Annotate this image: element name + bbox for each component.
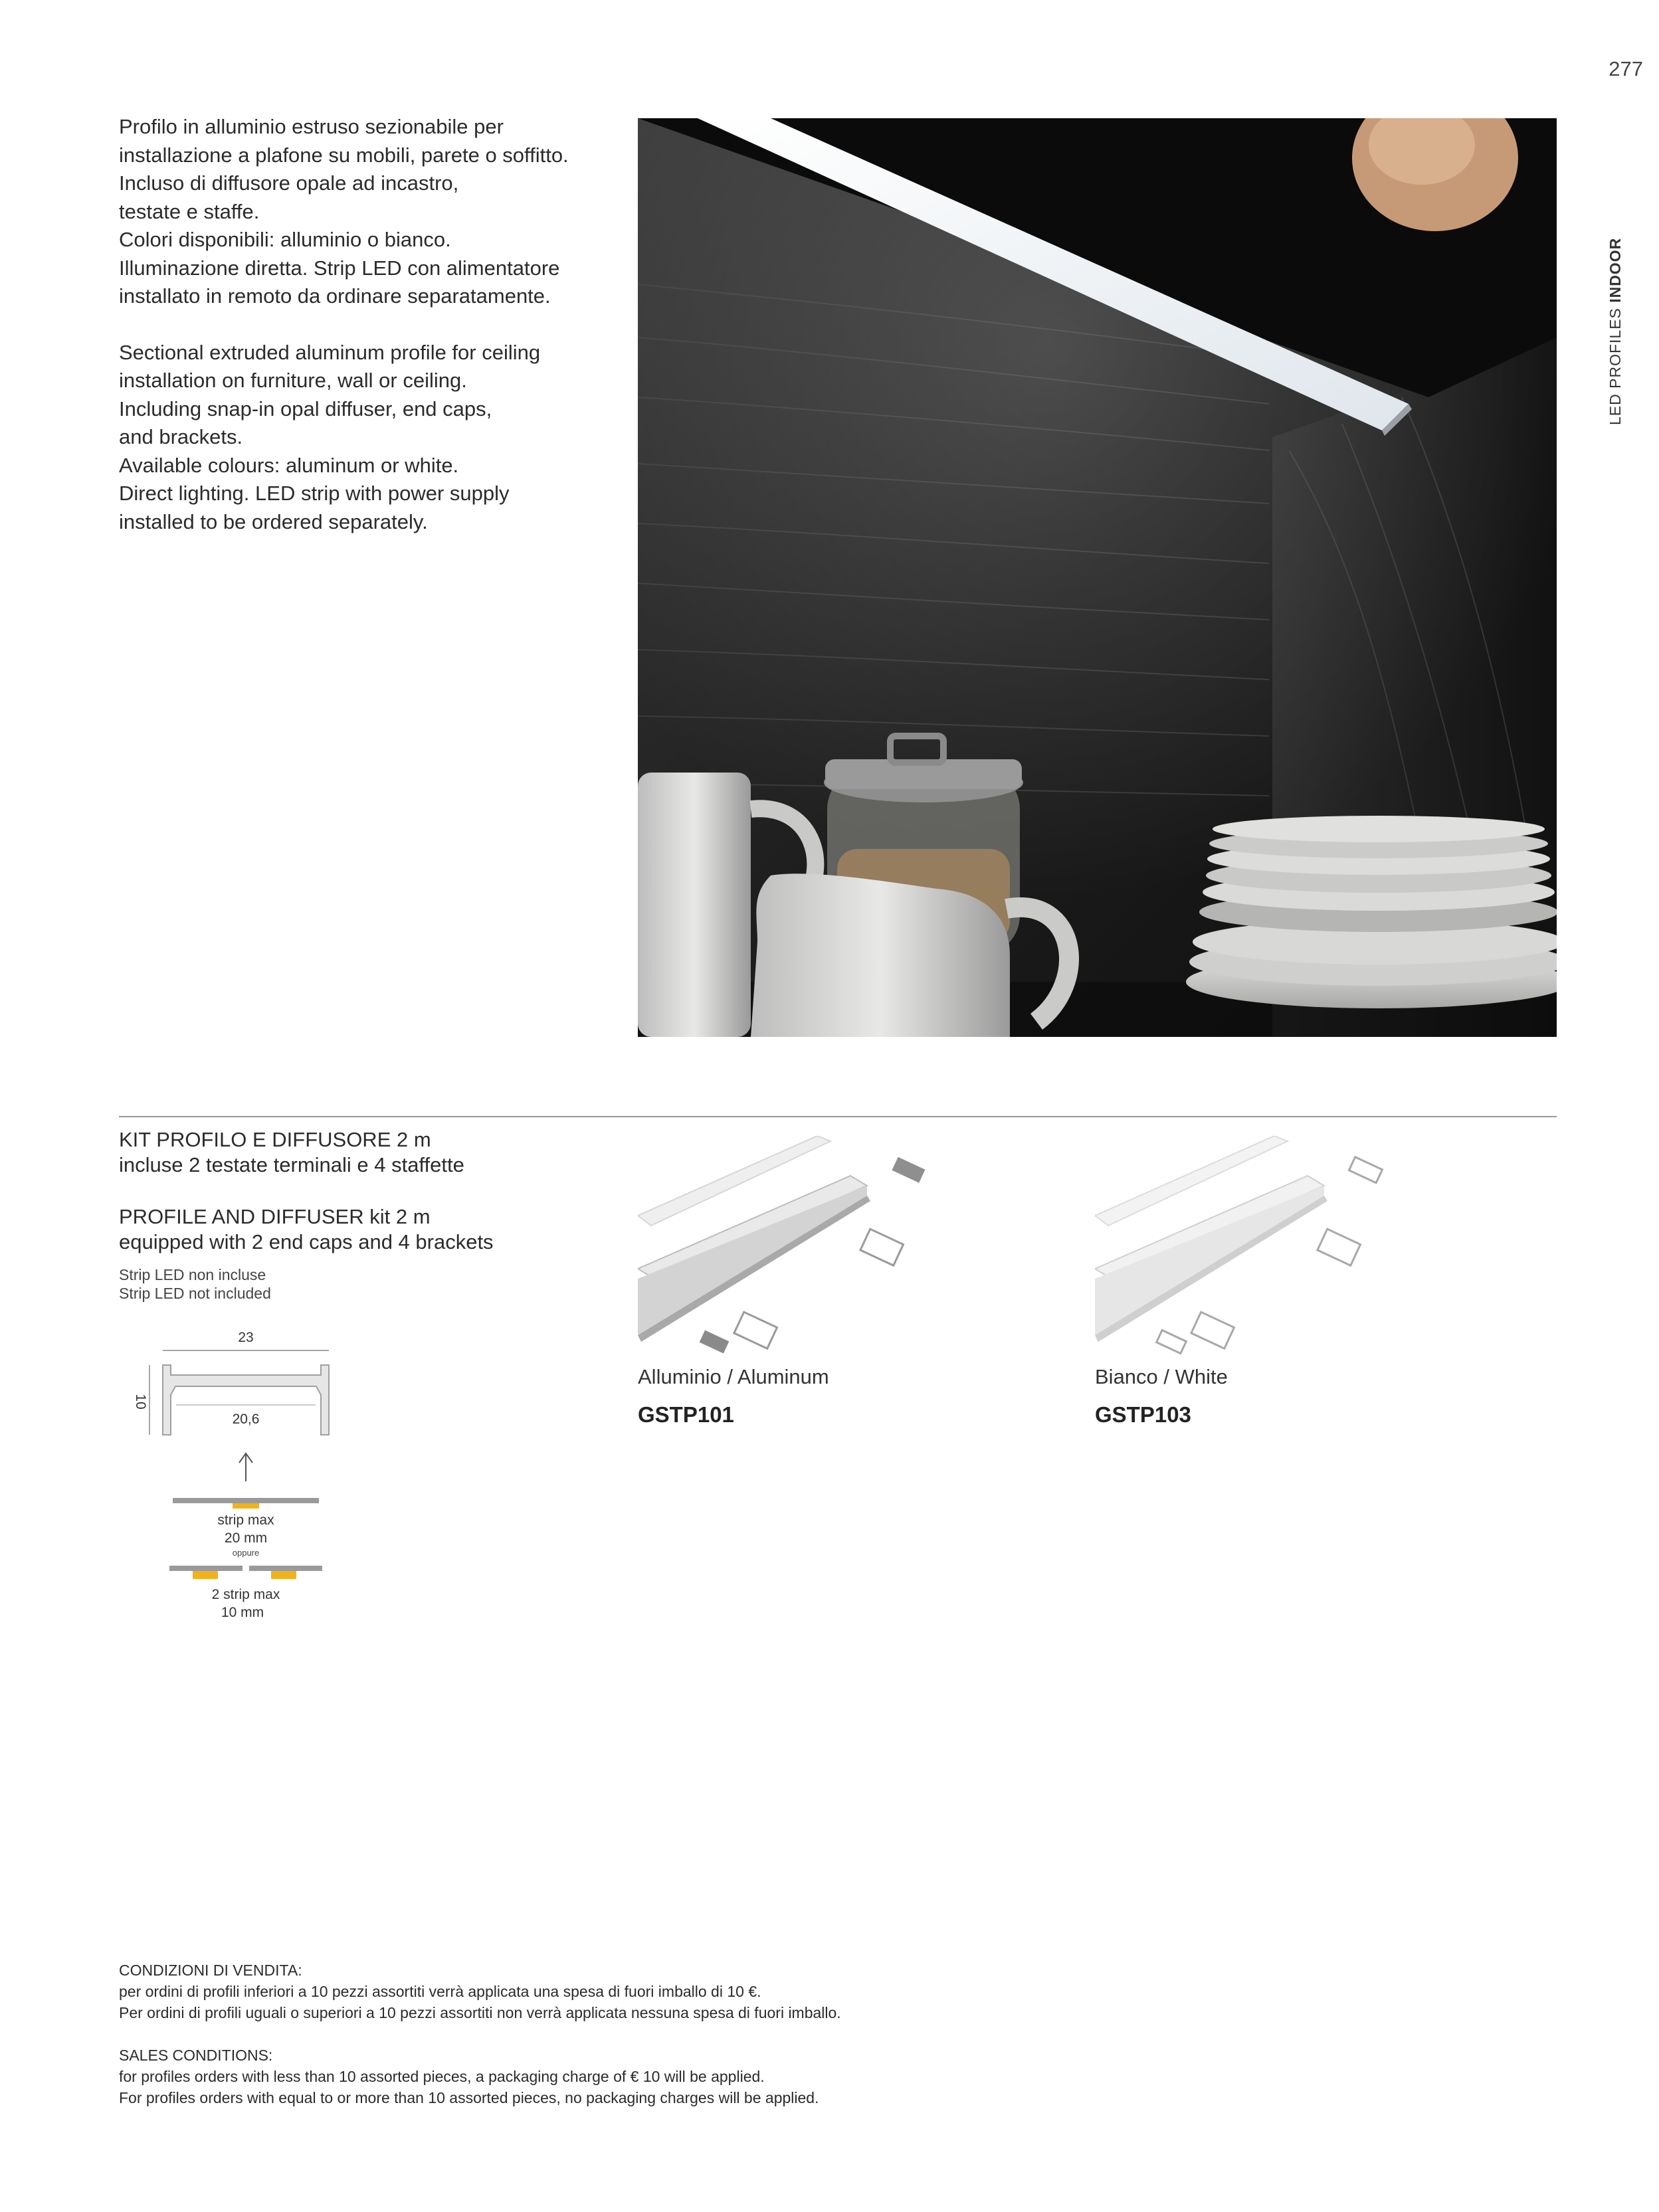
section-label-bold: INDOOR	[1607, 237, 1624, 303]
strip1-line2: 20 mm	[224, 1530, 268, 1546]
section-label-normal: LED PROFILES	[1607, 308, 1624, 425]
product-aluminum-code: GSTP101	[638, 1402, 734, 1427]
kit-italian: KIT PROFILO E DIFFUSORE 2 m incluse 2 testate terminali e 4 staffette	[119, 1128, 464, 1176]
white-profile-image	[1095, 1136, 1387, 1362]
product-white-code: GSTP103	[1095, 1402, 1191, 1427]
strip1-line1: strip max	[217, 1513, 274, 1528]
strip-base-left	[169, 1566, 243, 1571]
kit-description	[119, 1127, 650, 1303]
section-divider	[119, 1116, 1557, 1117]
strip2-line1: 2 strip max	[211, 1587, 280, 1602]
product-photo	[638, 118, 1557, 1037]
or-text: oppure	[232, 1548, 260, 1558]
product-aluminum	[638, 1136, 983, 1427]
intro-english: Sectional extruded aluminum profile for ceiling installation on furniture, wall or ceiling. Including snap-in opal diffuser, end caps, and brackets. Available colours: aluminum or white. Direct lighting. LED strip with power supply installed to be ordered separately.	[119, 340, 541, 533]
kit-english: PROFILE AND DIFFUSER kit 2 m equipped with 2 end caps and 4 brackets	[119, 1205, 494, 1253]
led-strip-10mm-right	[271, 1571, 296, 1579]
led-strip-20mm	[233, 1503, 259, 1509]
section-label	[1607, 113, 1633, 425]
strip-base-single	[173, 1498, 319, 1503]
product-white-label: Bianco / White	[1095, 1365, 1228, 1388]
conditions-italian: CONDIZIONI DI VENDITA: per ordini di profili inferiori a 10 pezzi assortiti verrà applicata una spesa di fuori imballo di 10 €. Per ordini di profili uguali o superiori a 10 pezzi assortiti non verrà applicata nessuna spesa di fuori imballo.	[119, 1962, 841, 2021]
profile-section-drawing	[113, 1325, 339, 1637]
strip-base-right	[249, 1566, 322, 1571]
kit-note: Strip LED non incluse Strip LED not included	[119, 1266, 271, 1302]
led-strip-10mm-left	[193, 1571, 218, 1579]
dim-outer-width: 23	[238, 1330, 254, 1345]
product-aluminum-label: Alluminio / Aluminum	[638, 1365, 829, 1388]
profile-section-diagram	[113, 1325, 339, 1637]
product-white	[1095, 1136, 1440, 1427]
intro-italian: Profilo in alluminio estruso sezionabile per installazione a plafone su mobili, parete o soffitto. Incluso di diffusore opale ad incastro, testate e staffe. Colori disponibili: alluminio o bianco. Illuminazione diretta. Strip LED con alimentatore installato in remoto da ordinare separatamente.	[119, 115, 569, 308]
dim-inner-width: 20,6	[232, 1412, 260, 1427]
aluminum-profile-image	[638, 1136, 930, 1362]
dim-height: 10	[133, 1394, 148, 1410]
intro-description	[119, 113, 650, 536]
conditions-english: SALES CONDITIONS: for profiles orders with less than 10 assorted pieces, a packaging charge of € 10 will be applied. For profiles orders with equal to or more than 10 assorted pieces, no packaging charges will be applied.	[119, 2047, 819, 2106]
sales-conditions	[119, 1960, 1315, 2108]
strip2-line2: 10 mm	[221, 1605, 264, 1620]
page-number: 277	[1609, 57, 1643, 80]
kitchen-shelf-photo	[638, 118, 1557, 1037]
